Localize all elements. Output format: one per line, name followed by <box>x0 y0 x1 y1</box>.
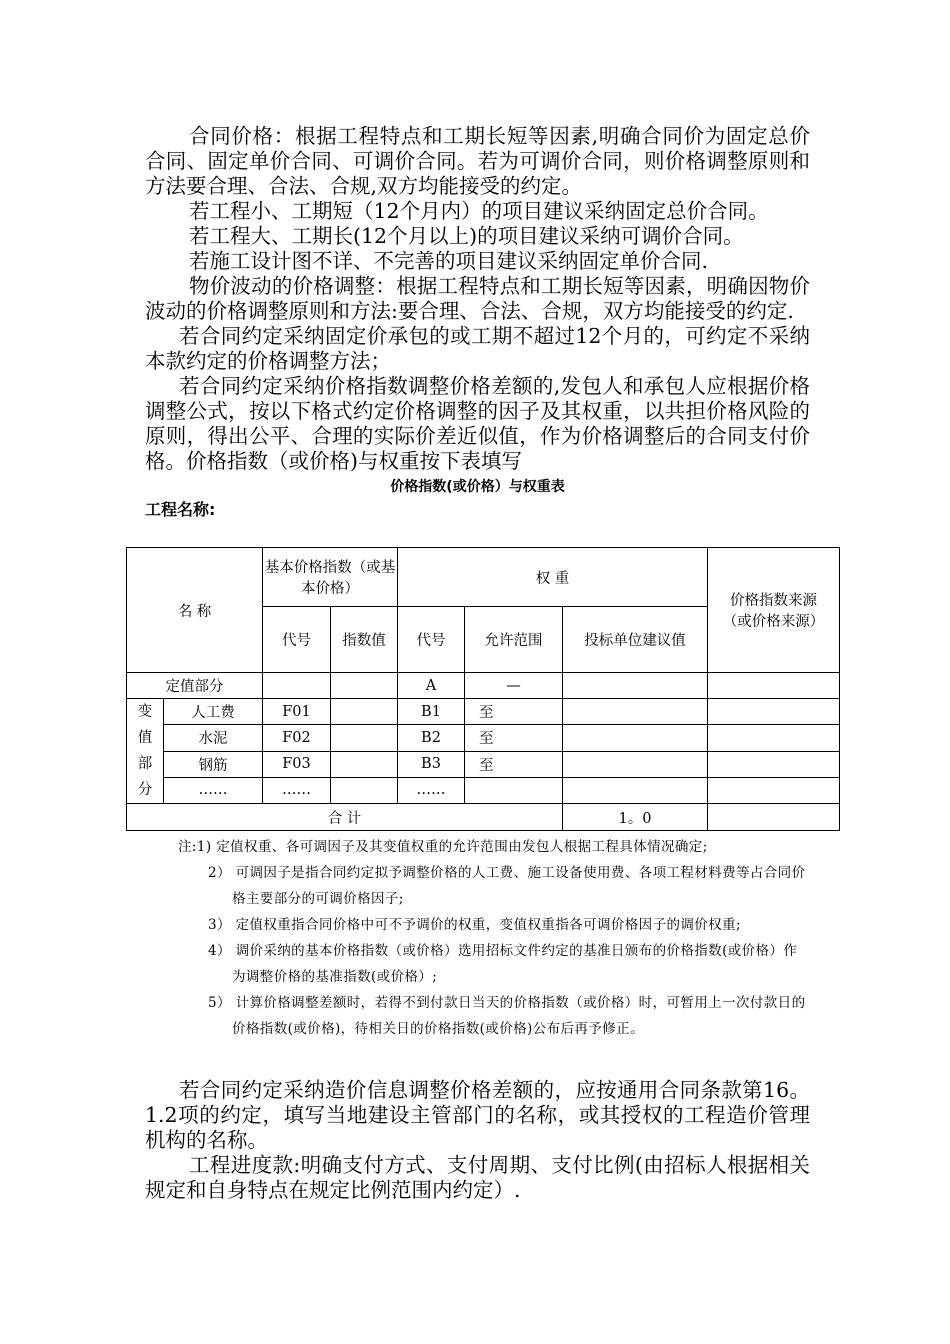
row-name: 钢筋 <box>164 751 263 777</box>
table-notes <box>178 834 808 1042</box>
table-cell <box>708 673 840 699</box>
paragraph: 合同价格：根据工程特点和工期长短等因素,明确合同价为固定总价合同、固定单价合同、可调价合同。若为可调价合同，则价格调整原则和方法要合理、合法、合规,双方均能接受的约定。 <box>145 124 810 198</box>
row-weight-code: B1 <box>398 699 465 725</box>
row-range: 至 <box>465 699 563 725</box>
paragraph: 若工程小、工期短（12个月内）的项目建议采纳固定总价合同。 <box>189 199 769 223</box>
paragraph: 若工程大、工期长(12个月以上)的项目建议采纳可调价合同。 <box>189 224 744 248</box>
table-cell <box>708 777 840 803</box>
table-cell <box>563 725 708 751</box>
row-weight-code: …… <box>398 777 465 803</box>
project-name-label: 工程名称: <box>145 500 216 519</box>
variable-part-label: 变 值 部 分 <box>127 699 164 804</box>
table-cell <box>563 699 708 725</box>
table-cell <box>563 673 708 699</box>
table-cell <box>563 777 708 803</box>
table-cell <box>708 751 840 777</box>
total-value: 1。0 <box>563 804 708 831</box>
fixed-part-label: 定值部分 <box>127 673 263 699</box>
header-name: 名 称 <box>127 548 263 673</box>
header-allowed-range: 允许范围 <box>465 607 563 673</box>
document-body <box>145 124 810 522</box>
table-cell <box>331 777 398 803</box>
note-item: 2） 可调因子是指合同约定拟予调整价格的人工费、施工设备使用费、各项工程材料费等占合同价格主要部分的可调价格因子; <box>208 865 806 907</box>
price-index-weight-table <box>126 547 840 831</box>
row-code: …… <box>263 777 331 803</box>
note-item: 4） 调价采纳的基本价格指数（或价格）选用招标文件约定的基准日颁布的价格指数(或价格）作为调整价格的基准指数(或价格）; <box>208 943 798 985</box>
table-cell <box>331 673 398 699</box>
table-cell <box>331 751 398 777</box>
row-weight-code: B2 <box>398 725 465 751</box>
row-weight-code: B3 <box>398 751 465 777</box>
row-code: F02 <box>263 725 331 751</box>
paragraph: 若合同约定采纳价格指数调整价格差额的,发包人和承包人应根据价格调整公式，按以下格式约定价格调整的因子及其权重，以共担价格风险的原则，得出公平、合理的实际价差近似值，作为价格调整后的合同支付价格。价格指数（或价格)与权重按下表填写 <box>145 374 810 473</box>
row-code: F01 <box>263 699 331 725</box>
table-cell <box>263 673 331 699</box>
header-bid-value: 投标单位建议值 <box>563 607 708 673</box>
total-label: 合 计 <box>127 804 563 831</box>
paragraph: 工程进度款:明确支付方式、支付周期、支付比例(由招标人根据相关规定和自身特点在规定比例范围内约定）. <box>145 1153 810 1202</box>
header-weight-code: 代号 <box>398 607 465 673</box>
table-cell <box>708 725 840 751</box>
table-cell <box>708 699 840 725</box>
table-cell <box>708 804 840 831</box>
header-weight: 权 重 <box>398 548 708 607</box>
table-cell <box>331 725 398 751</box>
note-item: 3） 定值权重指合同价格中可不予调价的权重，变值权重指各可调价格因子的调价权重; <box>208 917 741 933</box>
table-cell <box>331 699 398 725</box>
header-index-value: 指数值 <box>331 607 398 673</box>
fixed-range: — <box>465 673 563 699</box>
header-source: 价格指数来源（或价格来源） <box>708 548 840 673</box>
row-range: 至 <box>465 751 563 777</box>
fixed-code: A <box>398 673 465 699</box>
paragraph: 若施工设计图不详、不完善的项目建议采纳固定单价合同. <box>189 249 709 273</box>
note-item: 注:1) 定值权重、各可调因子及其变值权重的允许范围由发包人根据工程具体情况确定; <box>178 839 708 855</box>
row-name: 人工费 <box>164 699 263 725</box>
table-cell <box>563 751 708 777</box>
row-code: F03 <box>263 751 331 777</box>
row-range: 至 <box>465 725 563 751</box>
table-caption: 价格指数(或价格）与权重表 <box>390 479 565 495</box>
paragraph: 物价波动的价格调整：根据工程特点和工期长短等因素，明确因物价波动的价格调整原则和方法:要合理、合法、合规，双方均能接受的约定. <box>145 274 810 323</box>
document-body-bottom <box>145 1078 810 1203</box>
row-name: 水泥 <box>164 725 263 751</box>
row-range <box>465 777 563 803</box>
paragraph: 若合同约定采纳固定价承包的或工期不超过12个月的，可约定不采纳本款约定的价格调整方法； <box>145 324 810 373</box>
header-code: 代号 <box>263 607 331 673</box>
note-item: 5） 计算价格调整差额时，若得不到付款日当天的价格指数（或价格）时，可暂用上一次付款日的价格指数(或价格)，待相关日的价格指数(或价格)公布后再予修正。 <box>208 995 806 1037</box>
header-base-index: 基本价格指数（或基本价格） <box>263 548 398 607</box>
paragraph: 若合同约定采纳造价信息调整价格差额的，应按通用合同条款第16。1.2项的约定，填写当地建设主管部门的名称，或其授权的工程造价管理机构的名称。 <box>145 1078 810 1152</box>
row-name: …… <box>164 777 263 803</box>
